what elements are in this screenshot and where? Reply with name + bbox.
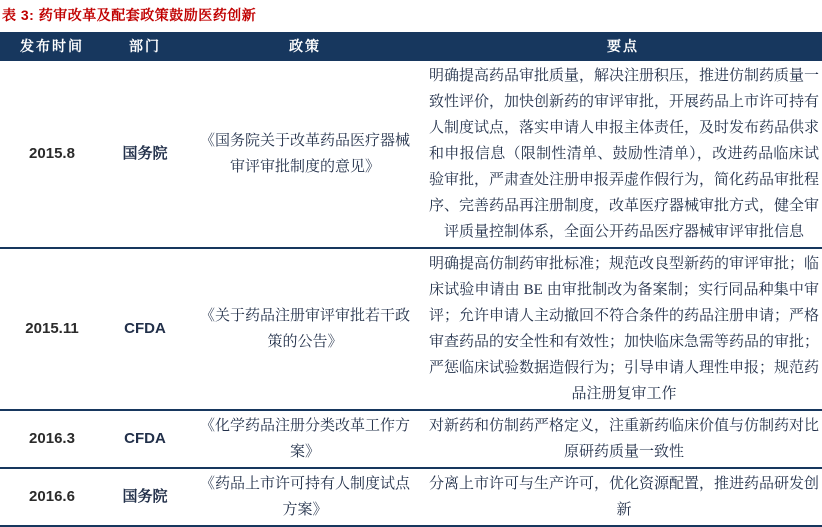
policy-table	[0, 32, 822, 527]
column-header-key-points: 要点	[424, 32, 822, 61]
cell-department: 国务院	[104, 468, 186, 527]
cell-date: 2015.11	[0, 248, 104, 410]
cell-policy: 《药品上市许可持有人制度试点方案》	[186, 468, 424, 527]
table-row	[0, 248, 822, 410]
table-row	[0, 410, 822, 468]
cell-date: 2016.6	[0, 468, 104, 527]
column-header-policy: 政策	[186, 32, 424, 61]
column-header-date: 发布时间	[0, 32, 104, 61]
cell-date: 2015.8	[29, 145, 75, 162]
cell-date: 2016.3	[0, 410, 104, 468]
table-row	[0, 468, 822, 527]
cell-department: 国务院	[122, 145, 168, 162]
cell-department: CFDA	[104, 410, 186, 468]
cell-key-points: 分离上市许可与生产许可，优化资源配置，推进药品研发创新	[424, 468, 822, 527]
cell-key-points: 对新药和仿制药严格定义，注重新药临床价值与仿制药对比原研药质量一致性	[424, 410, 822, 468]
cell-policy: 《化学药品注册分类改革工作方案》	[186, 410, 424, 468]
column-header-department: 部门	[104, 32, 186, 61]
cell-key-points: 明确提高药品审批质量，解决注册积压，推进仿制药质量一致性评价，加快创新药的审评审批，开展药品上市许可持有人制度试点，落实申请人申报主体责任，及时发布药品供求和申报信息（限制性清单、鼓励性清单），改进药品临床试验审批，严肃查处注册申报弄虚作假行为，简化药品审批程序、完善药品再注册制度，改革医疗器械审批方式，健全审评质量控制体系，全面公开药品医疗器械审评审批信息	[429, 68, 820, 240]
cell-policy: 《关于药品注册审评审批若干政策的公告》	[186, 248, 424, 410]
cell-department: CFDA	[104, 248, 186, 410]
table-title: 表 3: 药审改革及配套政策鼓励医药创新	[2, 7, 257, 23]
table-header-row	[0, 32, 822, 61]
cell-key-points: 明确提高仿制药审批标准；规范改良型新药的审评审批；临床试验申请由 BE 由审批制改为备案制；实行同品种集中审评；允许申请人主动撤回不符合条件的药品注册申请；严格审查药品的安全性和有效性；加快临床急需等药品的审批；严惩临床试验数据造假行为；引导申请人理性申报；规范药品注册复审工作	[424, 248, 822, 410]
table-row	[0, 61, 822, 248]
cell-policy: 《国务院关于改革药品医疗器械审评审批制度的意见》	[199, 133, 410, 175]
